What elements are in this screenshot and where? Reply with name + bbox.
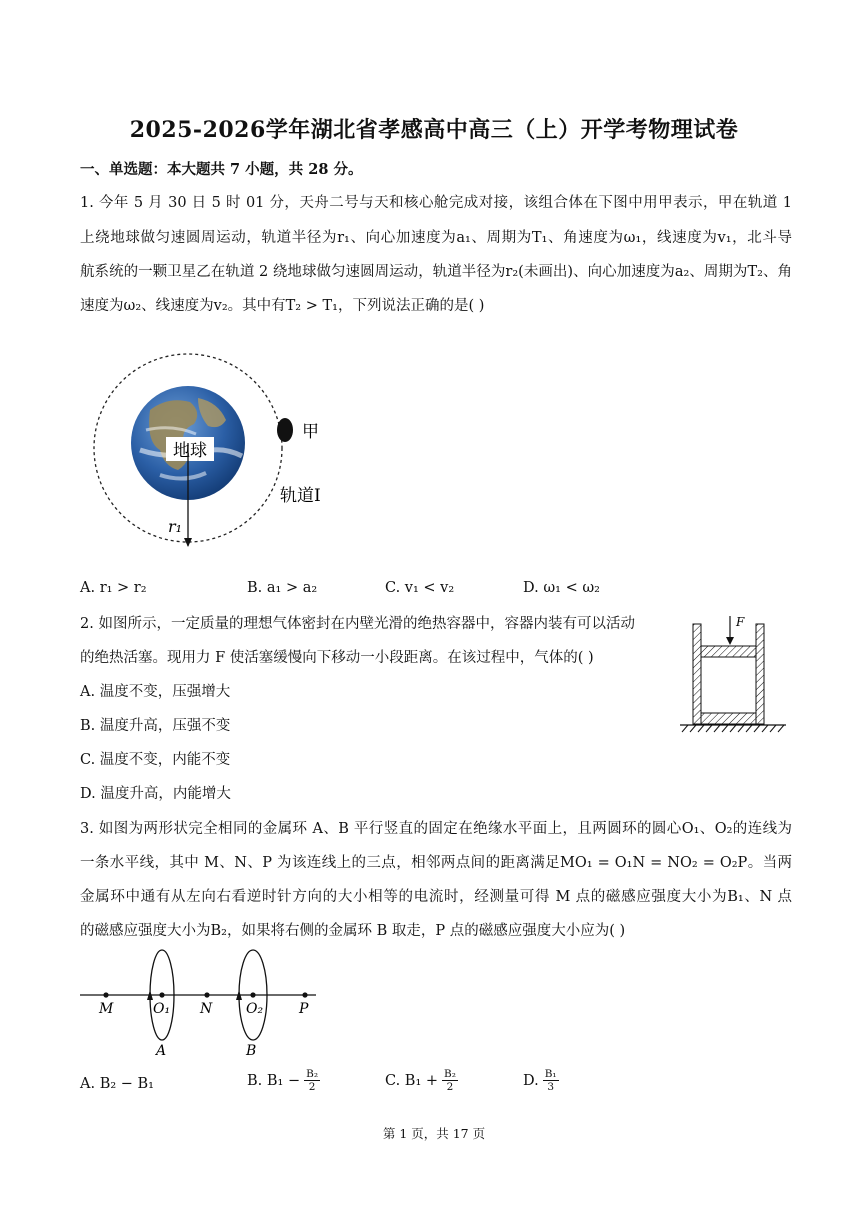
q3-option-c-prefix: C. B₁ +: [385, 1072, 439, 1089]
radius-label: r₁: [168, 517, 183, 536]
q1-orbit-figure: [80, 340, 380, 565]
label-ring-b: B: [246, 1043, 257, 1059]
label-ring-a: A: [156, 1043, 167, 1059]
label-m: M: [99, 1001, 114, 1017]
point-p: [302, 992, 307, 997]
q3-line-2: 一条水平线，其中 M、N、P 为该连线上的三点，相邻两点间的距离满足MO₁ = O₁N = NO₂ = O₂P。当两: [80, 855, 792, 871]
satellite-jia-label: 甲: [302, 422, 319, 442]
point-o1: [159, 992, 164, 997]
piston: [701, 646, 756, 657]
q2-option-b: B. 温度升高，压强不变: [80, 718, 231, 734]
force-arrow-icon: [726, 637, 734, 645]
container-bottom: [701, 713, 756, 724]
q3-option-d-numerator: B₁: [544, 1068, 557, 1080]
q3-option-c: [385, 1068, 458, 1093]
ground-hatch: [682, 725, 784, 732]
q3-option-d-fraction: [543, 1068, 559, 1093]
q3-option-d-denominator: 3: [547, 1081, 555, 1093]
q3-option-b-numerator: B₂: [306, 1068, 319, 1080]
label-p: P: [299, 1001, 309, 1017]
label-o1: O₁: [153, 1001, 171, 1017]
q2-line-1: 2. 如图所示，一定质量的理想气体密封在内壁光滑的绝热容器中，容器内装有可以活动: [80, 616, 635, 632]
q3-line-4: 的磁感应强度大小为B₂，如果将右侧的金属环 B 取走，P 点的磁感应强度大小应为( ): [80, 923, 626, 939]
left-wall: [693, 624, 701, 724]
q2-option-c: C. 温度不变，内能不变: [80, 752, 231, 768]
q2-container-figure: [678, 612, 790, 736]
q3-rings-figure: [76, 946, 326, 1061]
point-m: [103, 992, 108, 997]
q2-line-2: 的绝热活塞。现用力 F 使活塞缓慢向下移动一小段距离。在该过程中，气体的( ): [80, 650, 594, 666]
force-label: F: [736, 615, 745, 629]
q1-option-d: D. ω₁ < ω₂: [523, 580, 600, 596]
q3-option-b-denominator: 2: [308, 1081, 316, 1093]
earth-label: 地球: [173, 441, 207, 461]
q1-option-b: B. a₁ > a₂: [247, 580, 318, 596]
q1-line-2: 上绕地球做匀速圆周运动，轨道半径为r₁、向心加速度为a₁、周期为T₁、角速度为ω₁，线速度为v₁，北斗导: [80, 230, 792, 246]
right-wall: [756, 624, 764, 724]
label-n: N: [200, 1001, 213, 1017]
q3-option-a: A. B₂ − B₁: [80, 1076, 154, 1092]
q2-option-a: A. 温度不变，压强增大: [80, 684, 231, 700]
orbit-label: 轨道I: [280, 486, 321, 506]
q2-option-d: D. 温度升高，内能增大: [80, 786, 231, 802]
point-n: [204, 992, 209, 997]
q3-option-b-prefix: B. B₁ −: [247, 1072, 301, 1089]
q1-line-3: 航系统的一颗卫星乙在轨道 2 绕地球做匀速圆周运动，轨道半径为r₂(未画出)、向心加速度为a₂、周期为T₂、角: [80, 264, 792, 280]
q3-option-d-prefix: D.: [523, 1072, 539, 1089]
point-o2: [250, 992, 255, 997]
q3-option-b: [247, 1068, 320, 1093]
q3-option-c-numerator: B₂: [444, 1068, 456, 1080]
q1-line-1: 1. 今年 5 月 30 日 5 时 01 分，天舟二号与天和核心舱完成对接，该组合体在下图中用甲表示，甲在轨道 1: [80, 195, 792, 211]
page-footer: 第 1 页，共 17 页: [382, 1126, 486, 1141]
section-heading: 一、单选题：本大题共 7 小题，共 28 分。: [80, 161, 363, 178]
satellite-jia-icon: [277, 418, 293, 442]
label-o2: O₂: [246, 1001, 264, 1017]
page-title: 2025-2026学年湖北省孝感高中高三（上）开学考物理试卷: [129, 117, 739, 143]
q1-line-4: 速度为ω₂、线速度为v₂。其中有T₂ > T₁，下列说法正确的是( ): [80, 298, 485, 314]
q3-option-c-fraction: [442, 1068, 458, 1093]
q1-option-c: C. v₁ < v₂: [385, 580, 455, 596]
q3-option-c-denominator: 2: [446, 1081, 454, 1093]
q3-option-d: [523, 1068, 559, 1093]
q3-line-3: 金属环中通有从左向右看逆时针方向的大小相等的电流时，经测量可得 M 点的磁感应强度大小为B₁、N 点: [80, 889, 792, 905]
q3-line-1: 3. 如图为两形状完全相同的金属环 A、B 平行竖直的固定在绝缘水平面上，且两圆环的圆心O₁、O₂的连线为: [80, 821, 792, 837]
q1-option-a: A. r₁ > r₂: [80, 580, 147, 596]
q3-option-b-fraction: [304, 1068, 320, 1093]
